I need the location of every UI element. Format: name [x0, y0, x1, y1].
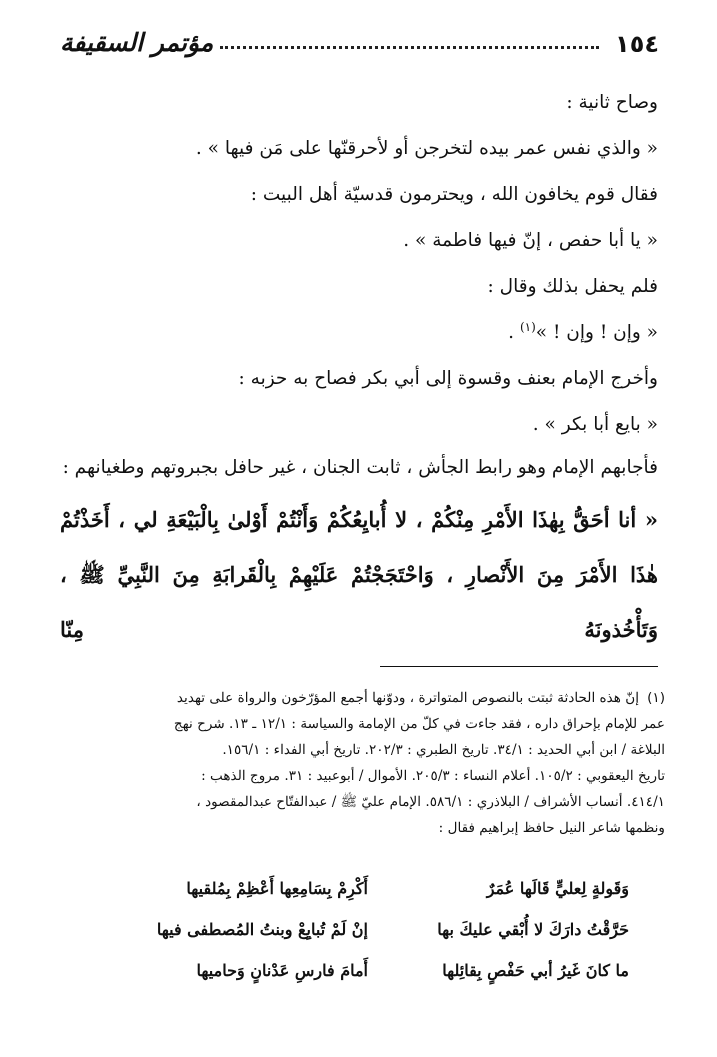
- footnote-line: [60, 685, 665, 711]
- paragraph: « والذي نفس عمر بيده لتخرجن أو لأحرقنّها على مَن فيها » .: [195, 138, 658, 159]
- paragraph: وأخرج الإمام بعنف وقسوة إلى أبي بكر فصاح به حزبه :: [238, 368, 658, 389]
- poem-verse: [118, 909, 629, 950]
- paragraph: فأجابهم الإمام وهو رابط الجأش ، ثابت الجنان ، غير حافل بجبروتهم وطغيانهم :: [62, 457, 658, 478]
- paragraph: وصاح ثانية :: [566, 92, 658, 113]
- footnote-line: عمر للإمام بإحراق داره ، فقد جاءت في كلّ من الإمامة والسياسة : ١٢/١ ـ ١٣. شرح نهج: [173, 716, 665, 732]
- quote-line: الأَمْرَ مِنَ الأَنْصارِ ، وَاحْتَجَجْتُمْ عَلَيْهِمْ بِالْقَرابَةِ مِنَ النَّبِيِّ ﷺ ، وَتَأْخُذونَهُ مِنّا: [60, 562, 658, 642]
- header-dotted-leader: [220, 46, 599, 49]
- paragraph: فلم يحفل بذلك وقال :: [487, 276, 658, 297]
- footnote-line: تاريخ اليعقوبي : ١٠٥/٢. أعلام النساء : ٢٠٥/٣. الأموال / أبوعبيد : ٣١. مروج الذهب :: [201, 768, 665, 784]
- footnotes: [60, 685, 665, 841]
- main-text: [60, 80, 658, 657]
- footnote-number: (١): [647, 690, 665, 706]
- footnote-line: البلاغة / ابن أبي الحديد : ٣٤/١. تاريخ الطبري : ٢٠٢/٣. تاريخ أبي الفداء : ١٥٦/١.: [222, 742, 665, 758]
- paragraph: فقال قوم يخافون الله ، ويحترمون قدسيّة أهل البيت :: [250, 184, 658, 205]
- verse-second-hemistich: إنْ لَمْ تُبايِعْ وبنتُ المُصطفى فيها: [156, 920, 368, 939]
- footnote-line: ونظمها شاعر النيل حافظ إبراهيم فقال :: [438, 820, 665, 836]
- footnote-line: ٤١٤/١. أنساب الأشراف / البلاذري : ٥٨٦/١. الإمام عليّ ﷺ / عبدالفتّاح عبدالمقصود ،: [196, 794, 665, 810]
- poem-verse: [118, 950, 629, 991]
- imam-quote: [60, 492, 658, 657]
- page-number: ١٥٤: [615, 30, 659, 58]
- paragraph: « بايع أبا بكر » .: [532, 414, 658, 435]
- paragraph-with-footnote: « وإن ! وإن ! »$^{(١)}$ .: [508, 319, 658, 343]
- poem: [118, 868, 629, 991]
- paragraph: « يا أبا حفص ، إنّ فيها فاطمة » .: [403, 230, 658, 251]
- quote-line: « أنا أحَقُّ بِهٰذَا الأَمْرِ مِنْكُمْ ، لا أُبايِعُكُمْ وَأَنْتُمْ أَوْلىٰ بِالْبَيْعَةِ لي ، أَخَذْتُمْ هٰذَا: [60, 507, 658, 587]
- verse-first-hemistich: ما كانَ غَيرُ أبي حَفْصٍ بِقائِلها: [442, 961, 629, 980]
- running-book-title: مؤتمر السقيفة: [60, 28, 214, 57]
- verse-first-hemistich: وَقَولةٍ لِعليٍّ قَالَها عُمَرٌ: [486, 879, 629, 898]
- verse-first-hemistich: حَرَّقْتُ دارَكَ لا أُبْقي عليكَ بها: [437, 920, 629, 939]
- footnote-text: إنّ هذه الحادثة ثبتت بالنصوص المتواترة ، ودوّنها أجمع المؤرّخون والرواة على تهديد: [176, 690, 640, 706]
- page-header: [60, 26, 659, 66]
- paragraph-text: « وإن ! وإن ! »: [535, 322, 658, 343]
- poem-verse: [118, 868, 629, 909]
- verse-second-hemistich: أَمامَ فارسِ عَدْنانٍ وَحاميها: [196, 961, 368, 980]
- footnote-reference: (١): [519, 319, 536, 334]
- verse-second-hemistich: أَكْرِمْ بِسَامِعِها أَعْظِمْ بِمُلقيها: [186, 879, 368, 898]
- footnote-separator: [380, 666, 658, 667]
